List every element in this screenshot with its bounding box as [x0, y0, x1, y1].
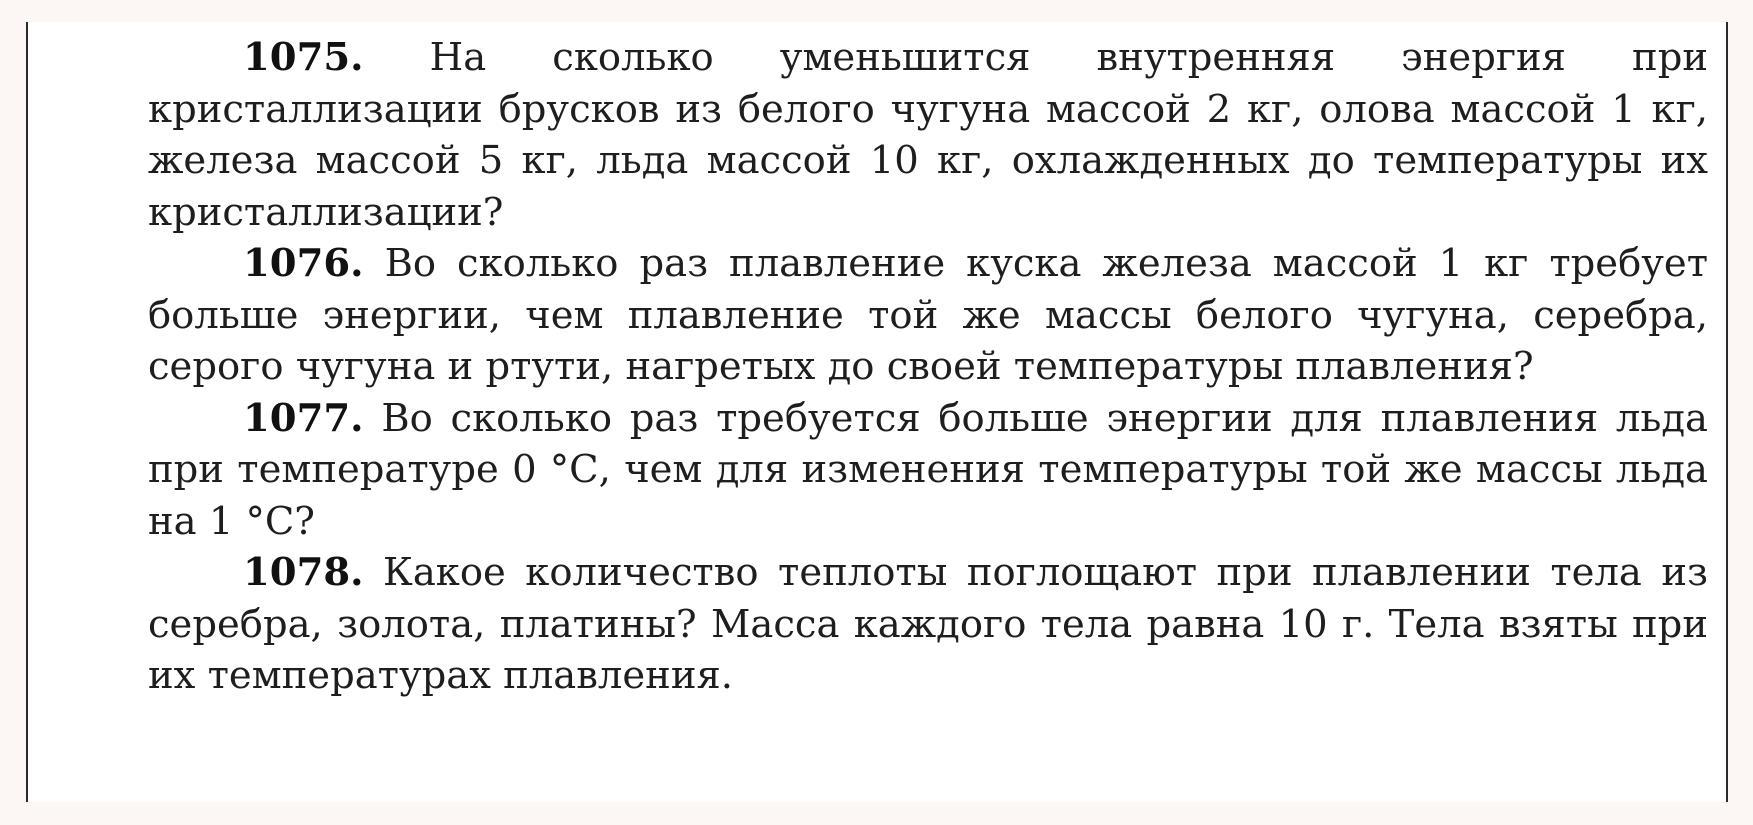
problem-text: Какое количество теплоты поглощают при плавлении тела из серебра, золота, платины? Масса каждого тела равна 10 г. Тела взяты при их температурах плавления. [148, 550, 1708, 698]
problem-number: 1075. [243, 35, 364, 80]
problem-text: Во сколько раз плавление куска железа массой 1 кг требует больше энергии, чем плавление той же массы белого чугуна, серебра, серого чугуна и ртути, нагретых до своей температуры плавления? [148, 241, 1708, 389]
problem-1077 [148, 393, 1708, 548]
problem-text: Во сколько раз требуется больше энергии для плавления льда при температуре 0 °С, чем для изменения температуры той же массы льда на 1 °С? [148, 395, 1708, 544]
problem-list [148, 32, 1708, 702]
problem-number: 1078. [243, 550, 364, 595]
problem-1075 [148, 32, 1708, 238]
problem-number: 1076. [243, 241, 364, 286]
problem-number: 1077. [243, 395, 364, 441]
problem-1076 [148, 238, 1708, 393]
problem-text: На сколько уменьшится внутренняя энергия при кристаллизации брусков из белого чугуна массой 2 кг, олова массой 1 кг, железа массой 5 кг, льда массой 10 кг, охлажденных до температуры их кристаллизации? [148, 35, 1709, 235]
problem-1078 [148, 547, 1708, 702]
textbook-page [26, 22, 1728, 802]
